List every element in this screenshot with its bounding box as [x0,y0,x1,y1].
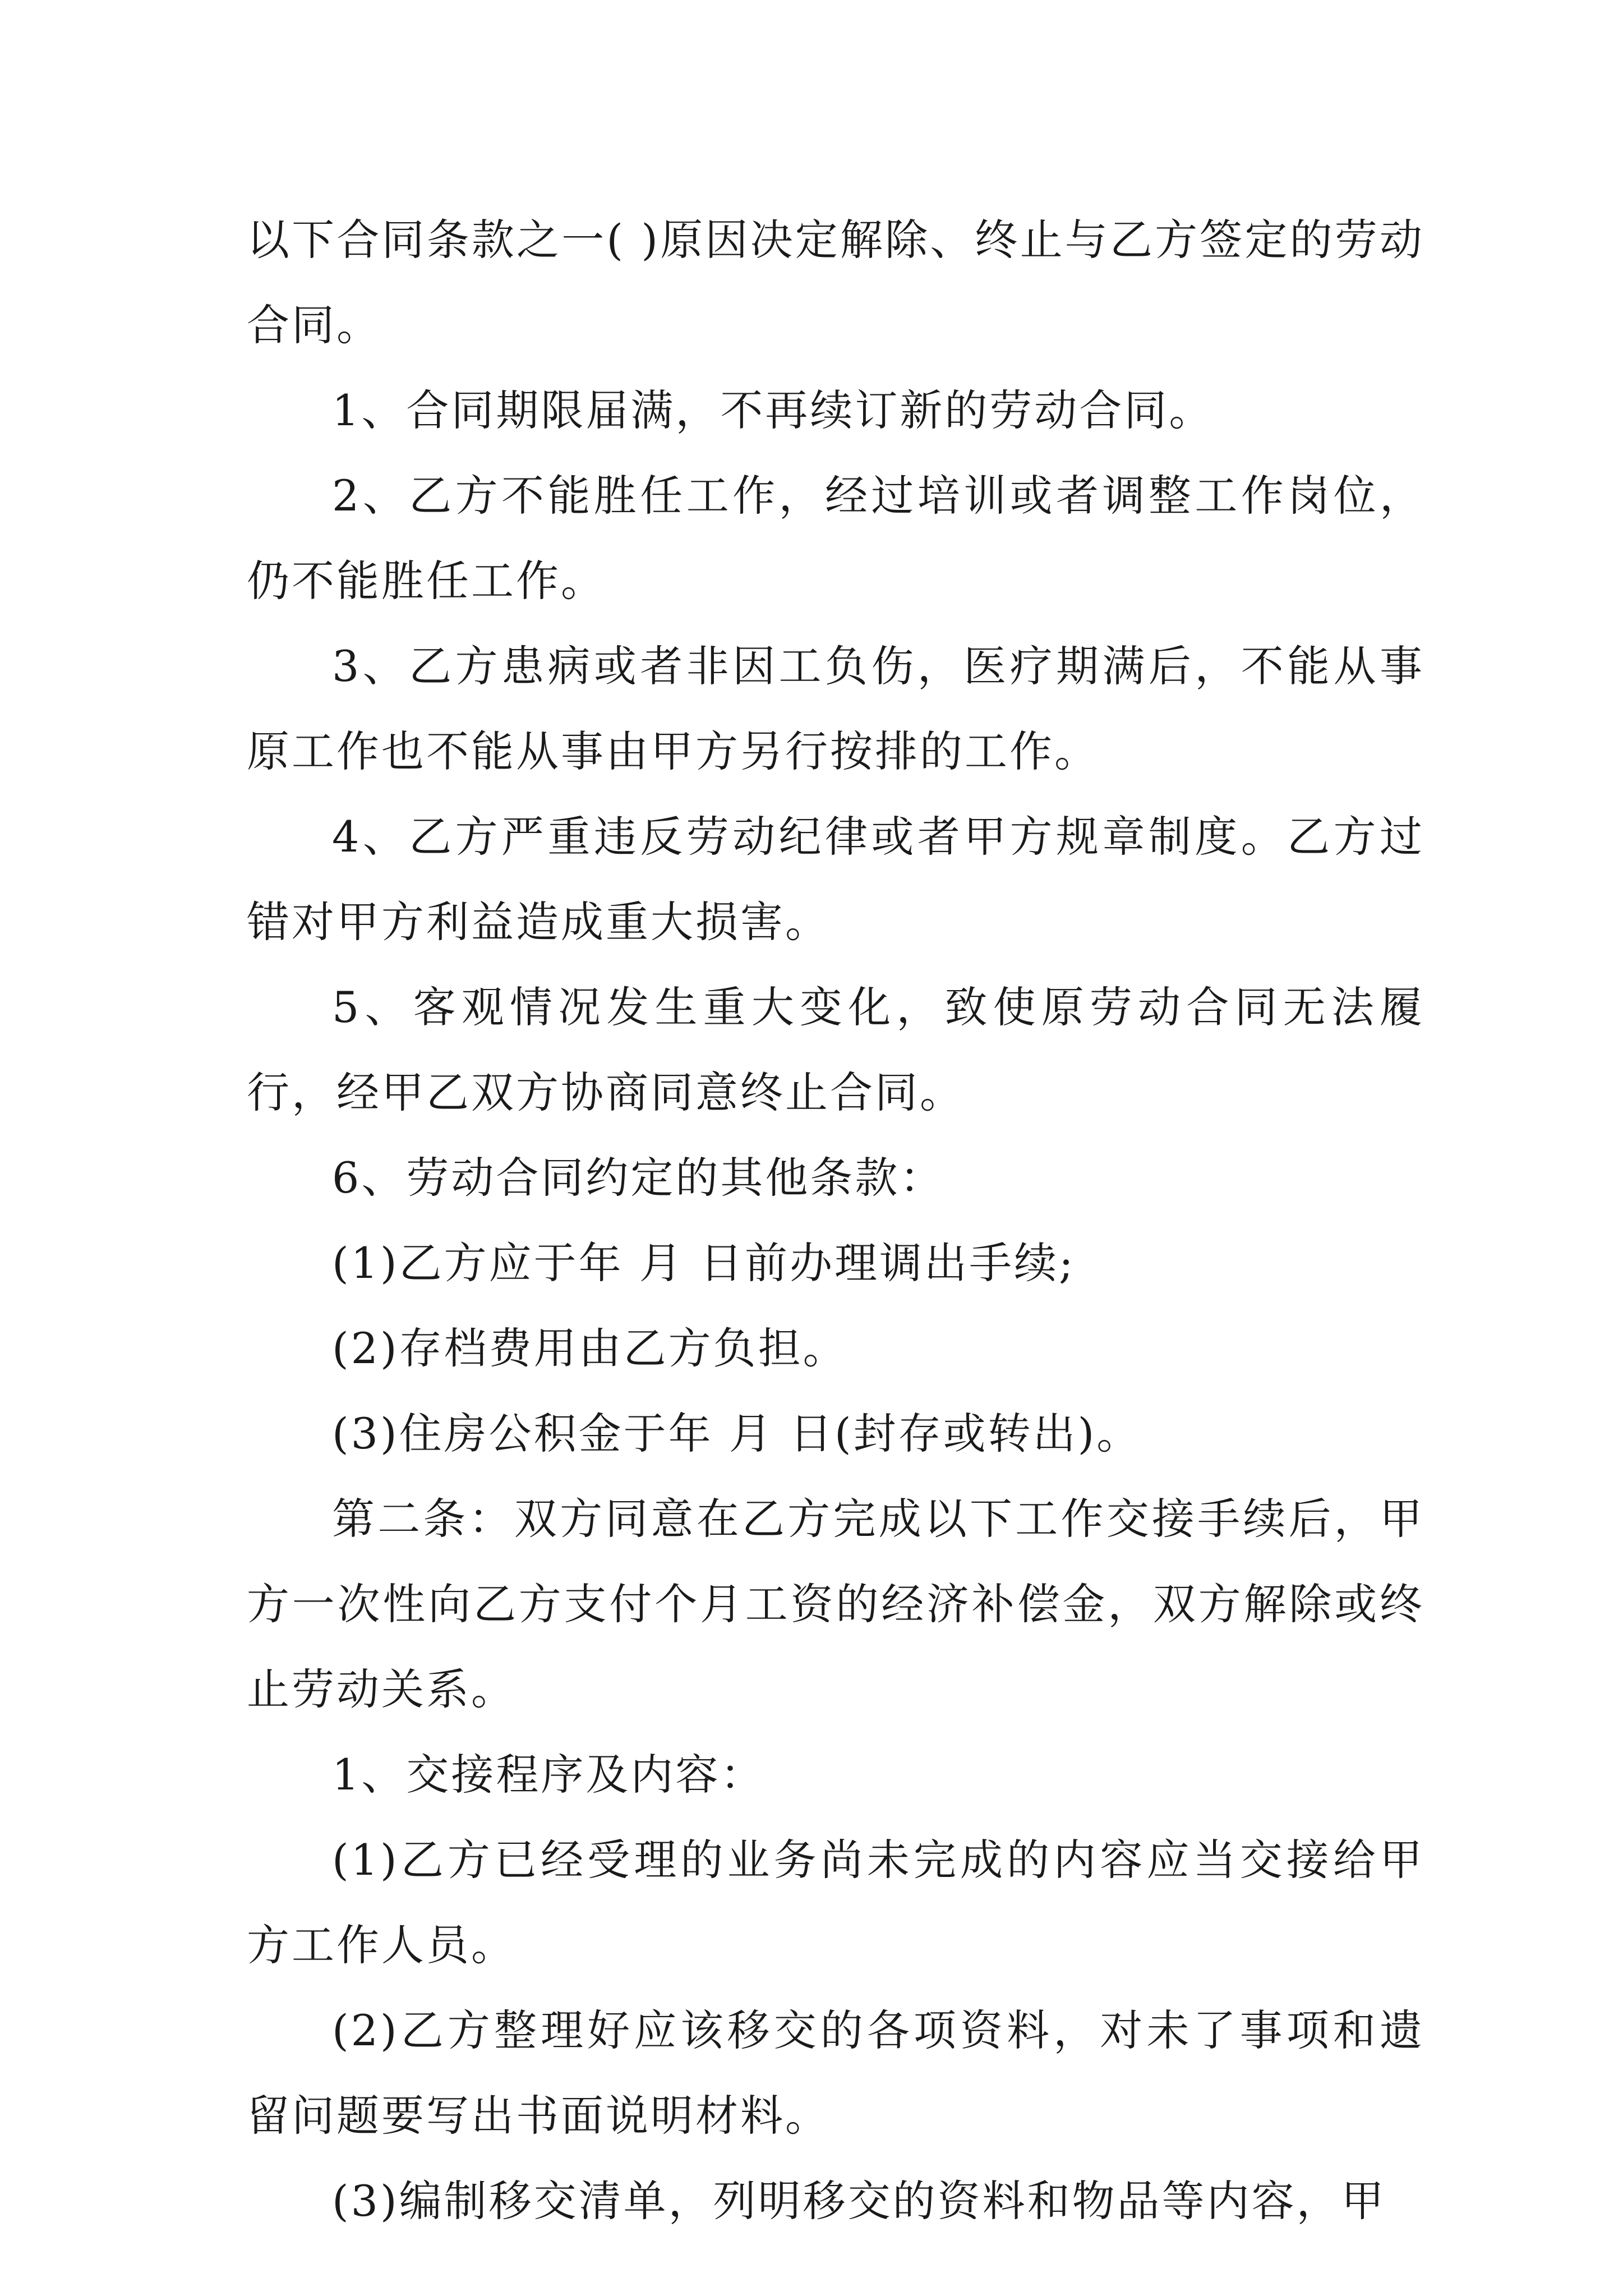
paragraph-article-2: 第二条：双方同意在乙方完成以下工作交接手续后，甲方一次性向乙方支付个月工资的经济补偿金，双方解除或终止劳动关系。 [247,1494,1424,1714]
paragraph-handover-2: (2)乙方整理好应该移交的各项资料，对未了事项和遗留问题要写出书面说明材料。 [247,2005,1424,2141]
paragraph-item-2: 2、乙方不能胜任工作，经过培训或者调整工作岗位，仍不能胜任工作。 [247,471,1424,606]
paragraph-item-1: 1、合同期限届满，不再续订新的劳动合同。 [332,385,1214,435]
paragraph-termination-clause: 以下合同条款之一( )原因决定解除、终止与乙方签定的劳动合同。 [247,215,1424,350]
paragraph-subitem-1: (1)乙方应于年 月 日前办理调出手续; [332,1238,1076,1288]
paragraph-handover-3: (3)编制移交清单，列明移交的资料和物品等内容，甲 [332,2176,1386,2226]
paragraph-item-6: 6、劳动合同约定的其他条款： [332,1153,945,1203]
paragraph-subitem-3: (3)住房公积金于年 月 日(封存或转出)。 [332,1409,1142,1458]
paragraph-item-5: 5、客观情况发生重大变化，致使原劳动合同无法履行，经甲乙双方协商同意终止合同。 [247,982,1424,1117]
paragraph-handover-1: (1)乙方已经受理的业务尚未完成的内容应当交接给甲方工作人员。 [247,1835,1424,1970]
paragraph-item-3: 3、乙方患病或者非因工负伤，医疗期满后，不能从事原工作也不能从事由甲方另行按排的工作。 [247,641,1424,776]
paragraph-subitem-2: (2)存档费用由乙方负担。 [332,1323,848,1373]
paragraph-handover-heading: 1、交接程序及内容： [332,1750,766,1800]
paragraph-item-4: 4、乙方严重违反劳动纪律或者甲方规章制度。乙方过错对甲方利益造成重大损害。 [247,812,1424,947]
document-body [247,197,1424,2244]
